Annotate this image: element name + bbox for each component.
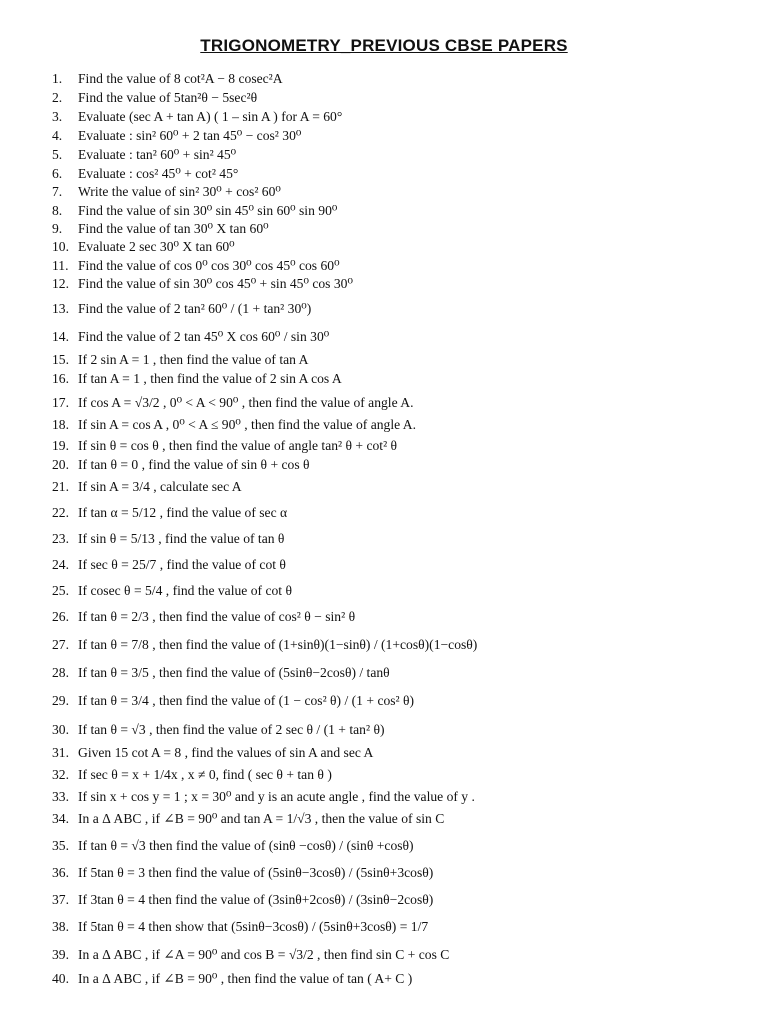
question-item: [52, 127, 752, 145]
question-text: In a Δ ABC , if ∠B = 90⁰ and tan A = 1/√3 , then the value of sin C: [78, 811, 445, 826]
question-number: 39.: [52, 947, 69, 962]
question-number: 19.: [52, 438, 69, 453]
question-text: Find the value of tan 30⁰ X tan 60⁰: [78, 221, 269, 236]
question-item: [52, 788, 752, 806]
question-item: [52, 946, 752, 964]
question-text: If 3tan θ = 4 then find the value of (3sinθ+2cosθ) / (3sinθ−2cosθ): [78, 892, 434, 907]
question-text: If tan θ = 7/8 , then find the value of (1+sinθ)(1−sinθ) / (1+cosθ)(1−cosθ): [78, 637, 478, 652]
question-number: 27.: [52, 637, 69, 652]
question-text: If tan θ = 3/4 , then find the value of (1 − cos² θ) / (1 + cos² θ): [78, 693, 415, 708]
question-number: 31.: [52, 745, 69, 760]
question-text: If cos A = √3/2 , 0⁰ < A < 90⁰ , then find the value of angle A.: [78, 395, 414, 410]
question-number: 33.: [52, 789, 69, 804]
question-number: 29.: [52, 693, 69, 708]
question-number: 20.: [52, 457, 69, 472]
question-number: 22.: [52, 505, 69, 520]
page-title: TRIGONOMETRY_PREVIOUS CBSE PAPERS: [200, 36, 568, 55]
question-item: [52, 918, 752, 936]
question-text: If sin θ = 5/13 , find the value of tan θ: [78, 531, 285, 546]
question-text: Find the value of sin 30⁰ cos 45⁰ + sin 45⁰ cos 30⁰: [78, 276, 353, 291]
question-item: [52, 664, 752, 682]
question-item: [52, 504, 752, 522]
question-item: [52, 300, 752, 318]
question-number: 9.: [52, 221, 63, 236]
question-item: [52, 608, 752, 626]
question-number: 8.: [52, 203, 63, 218]
question-item: [52, 744, 752, 762]
question-number: 7.: [52, 184, 63, 199]
question-item: [52, 721, 752, 739]
question-number: 10.: [52, 239, 69, 254]
question-text: Evaluate : sin² 60⁰ + 2 tan 45⁰ − cos² 30⁰: [78, 128, 302, 143]
question-item: [52, 328, 752, 346]
question-number: 13.: [52, 301, 69, 316]
question-text: If sec θ = 25/7 , find the value of cot θ: [78, 557, 286, 572]
question-number: 25.: [52, 583, 69, 598]
question-text: Find the value of 2 tan 45⁰ X cos 60⁰ / sin 30⁰: [78, 329, 330, 344]
question-text: In a Δ ABC , if ∠A = 90⁰ and cos B = √3/2 , then find sin C + cos C: [78, 947, 450, 962]
question-item: [52, 108, 752, 126]
question-item: [52, 146, 752, 164]
question-text: Find the value of 8 cot²A − 8 cosec²A: [78, 71, 283, 86]
question-text: If sin A = 3/4 , calculate sec A: [78, 479, 242, 494]
question-text: Evaluate 2 sec 30⁰ X tan 60⁰: [78, 239, 235, 254]
question-text: If sin θ = cos θ , then find the value of angle tan² θ + cot² θ: [78, 438, 398, 453]
question-number: 37.: [52, 892, 69, 907]
question-number: 35.: [52, 838, 69, 853]
question-text: Evaluate : cos² 45⁰ + cot² 45°: [78, 166, 239, 181]
question-text: Find the value of sin 30⁰ sin 45⁰ sin 60⁰ sin 90⁰: [78, 203, 338, 218]
question-number: 38.: [52, 919, 69, 934]
question-item: [52, 970, 752, 988]
question-item: [52, 220, 752, 238]
question-number: 16.: [52, 371, 69, 386]
question-item: [52, 89, 752, 107]
question-item: [52, 394, 752, 412]
question-text: If 5tan θ = 4 then show that (5sinθ−3cosθ) / (5sinθ+3cosθ) = 1/7: [78, 919, 429, 934]
question-item: [52, 766, 752, 784]
question-item: [52, 351, 752, 369]
question-item: [52, 257, 752, 275]
question-text: If tan θ = 0 , find the value of sin θ + cos θ: [78, 457, 310, 472]
question-text: If tan θ = √3 , then find the value of 2 sec θ / (1 + tan² θ): [78, 722, 385, 737]
question-text: If sin x + cos y = 1 ; x = 30⁰ and y is an acute angle , find the value of y .: [78, 789, 475, 804]
question-item: [52, 530, 752, 548]
question-number: 30.: [52, 722, 69, 737]
question-item: [52, 165, 752, 183]
question-text: If 5tan θ = 3 then find the value of (5sinθ−3cosθ) / (5sinθ+3cosθ): [78, 865, 434, 880]
question-text: In a Δ ABC , if ∠B = 90⁰ , then find the value of tan ( A+ C ): [78, 971, 413, 986]
question-number: 34.: [52, 811, 69, 826]
question-text: Find the value of cos 0⁰ cos 30⁰ cos 45⁰ cos 60⁰: [78, 258, 340, 273]
question-text: If tan θ = 2/3 , then find the value of cos² θ − sin² θ: [78, 609, 356, 624]
question-item: [52, 837, 752, 855]
question-number: 32.: [52, 767, 69, 782]
question-number: 36.: [52, 865, 69, 880]
question-item: [52, 556, 752, 574]
question-text: If sec θ = x + 1/4x , x ≠ 0, find ( sec θ + tan θ ): [78, 767, 332, 782]
question-text: If tan θ = 3/5 , then find the value of (5sinθ−2cosθ) / tanθ: [78, 665, 390, 680]
question-text: Evaluate (sec A + tan A) ( 1 – sin A ) for A = 60°: [78, 109, 343, 124]
question-item: [52, 370, 752, 388]
question-item: [52, 864, 752, 882]
question-number: 5.: [52, 147, 63, 162]
question-number: 15.: [52, 352, 69, 367]
question-item: [52, 636, 752, 654]
question-text: Find the value of 5tan²θ − 5sec²θ: [78, 90, 258, 105]
question-text: If tan α = 5/12 , find the value of sec α: [78, 505, 288, 520]
question-item: [52, 456, 752, 474]
question-item: [52, 183, 752, 201]
question-text: If 2 sin A = 1 , then find the value of tan A: [78, 352, 309, 367]
question-number: 2.: [52, 90, 63, 105]
question-text: Write the value of sin² 30⁰ + cos² 60⁰: [78, 184, 281, 199]
question-text: If tan θ = √3 then find the value of (sinθ −cosθ) / (sinθ +cosθ): [78, 838, 414, 853]
question-item: [52, 416, 752, 434]
question-item: [52, 478, 752, 496]
question-number: 17.: [52, 395, 69, 410]
question-number: 28.: [52, 665, 69, 680]
question-number: 40.: [52, 971, 69, 986]
question-item: [52, 238, 752, 256]
question-item: [52, 275, 752, 293]
question-item: [52, 810, 752, 828]
question-number: 3.: [52, 109, 63, 124]
question-item: [52, 70, 752, 88]
question-text: If tan A = 1 , then find the value of 2 sin A cos A: [78, 371, 342, 386]
question-number: 21.: [52, 479, 69, 494]
question-text: Given 15 cot A = 8 , find the values of sin A and sec A: [78, 745, 374, 760]
question-number: 26.: [52, 609, 69, 624]
question-item: [52, 202, 752, 220]
question-number: 24.: [52, 557, 69, 572]
question-item: [52, 437, 752, 455]
question-number: 1.: [52, 71, 63, 86]
question-number: 11.: [52, 258, 69, 273]
question-number: 4.: [52, 128, 63, 143]
question-text: Find the value of 2 tan² 60⁰ / (1 + tan² 30⁰): [78, 301, 312, 316]
question-item: [52, 582, 752, 600]
question-item: [52, 891, 752, 909]
question-number: 14.: [52, 329, 69, 344]
question-number: 18.: [52, 417, 69, 432]
question-text: If sin A = cos A , 0⁰ < A ≤ 90⁰ , then find the value of angle A.: [78, 417, 417, 432]
question-number: 6.: [52, 166, 63, 181]
question-text: Evaluate : tan² 60⁰ + sin² 45⁰: [78, 147, 237, 162]
question-item: [52, 692, 752, 710]
question-number: 12.: [52, 276, 69, 291]
question-number: 23.: [52, 531, 69, 546]
question-text: If cosec θ = 5/4 , find the value of cot θ: [78, 583, 292, 598]
